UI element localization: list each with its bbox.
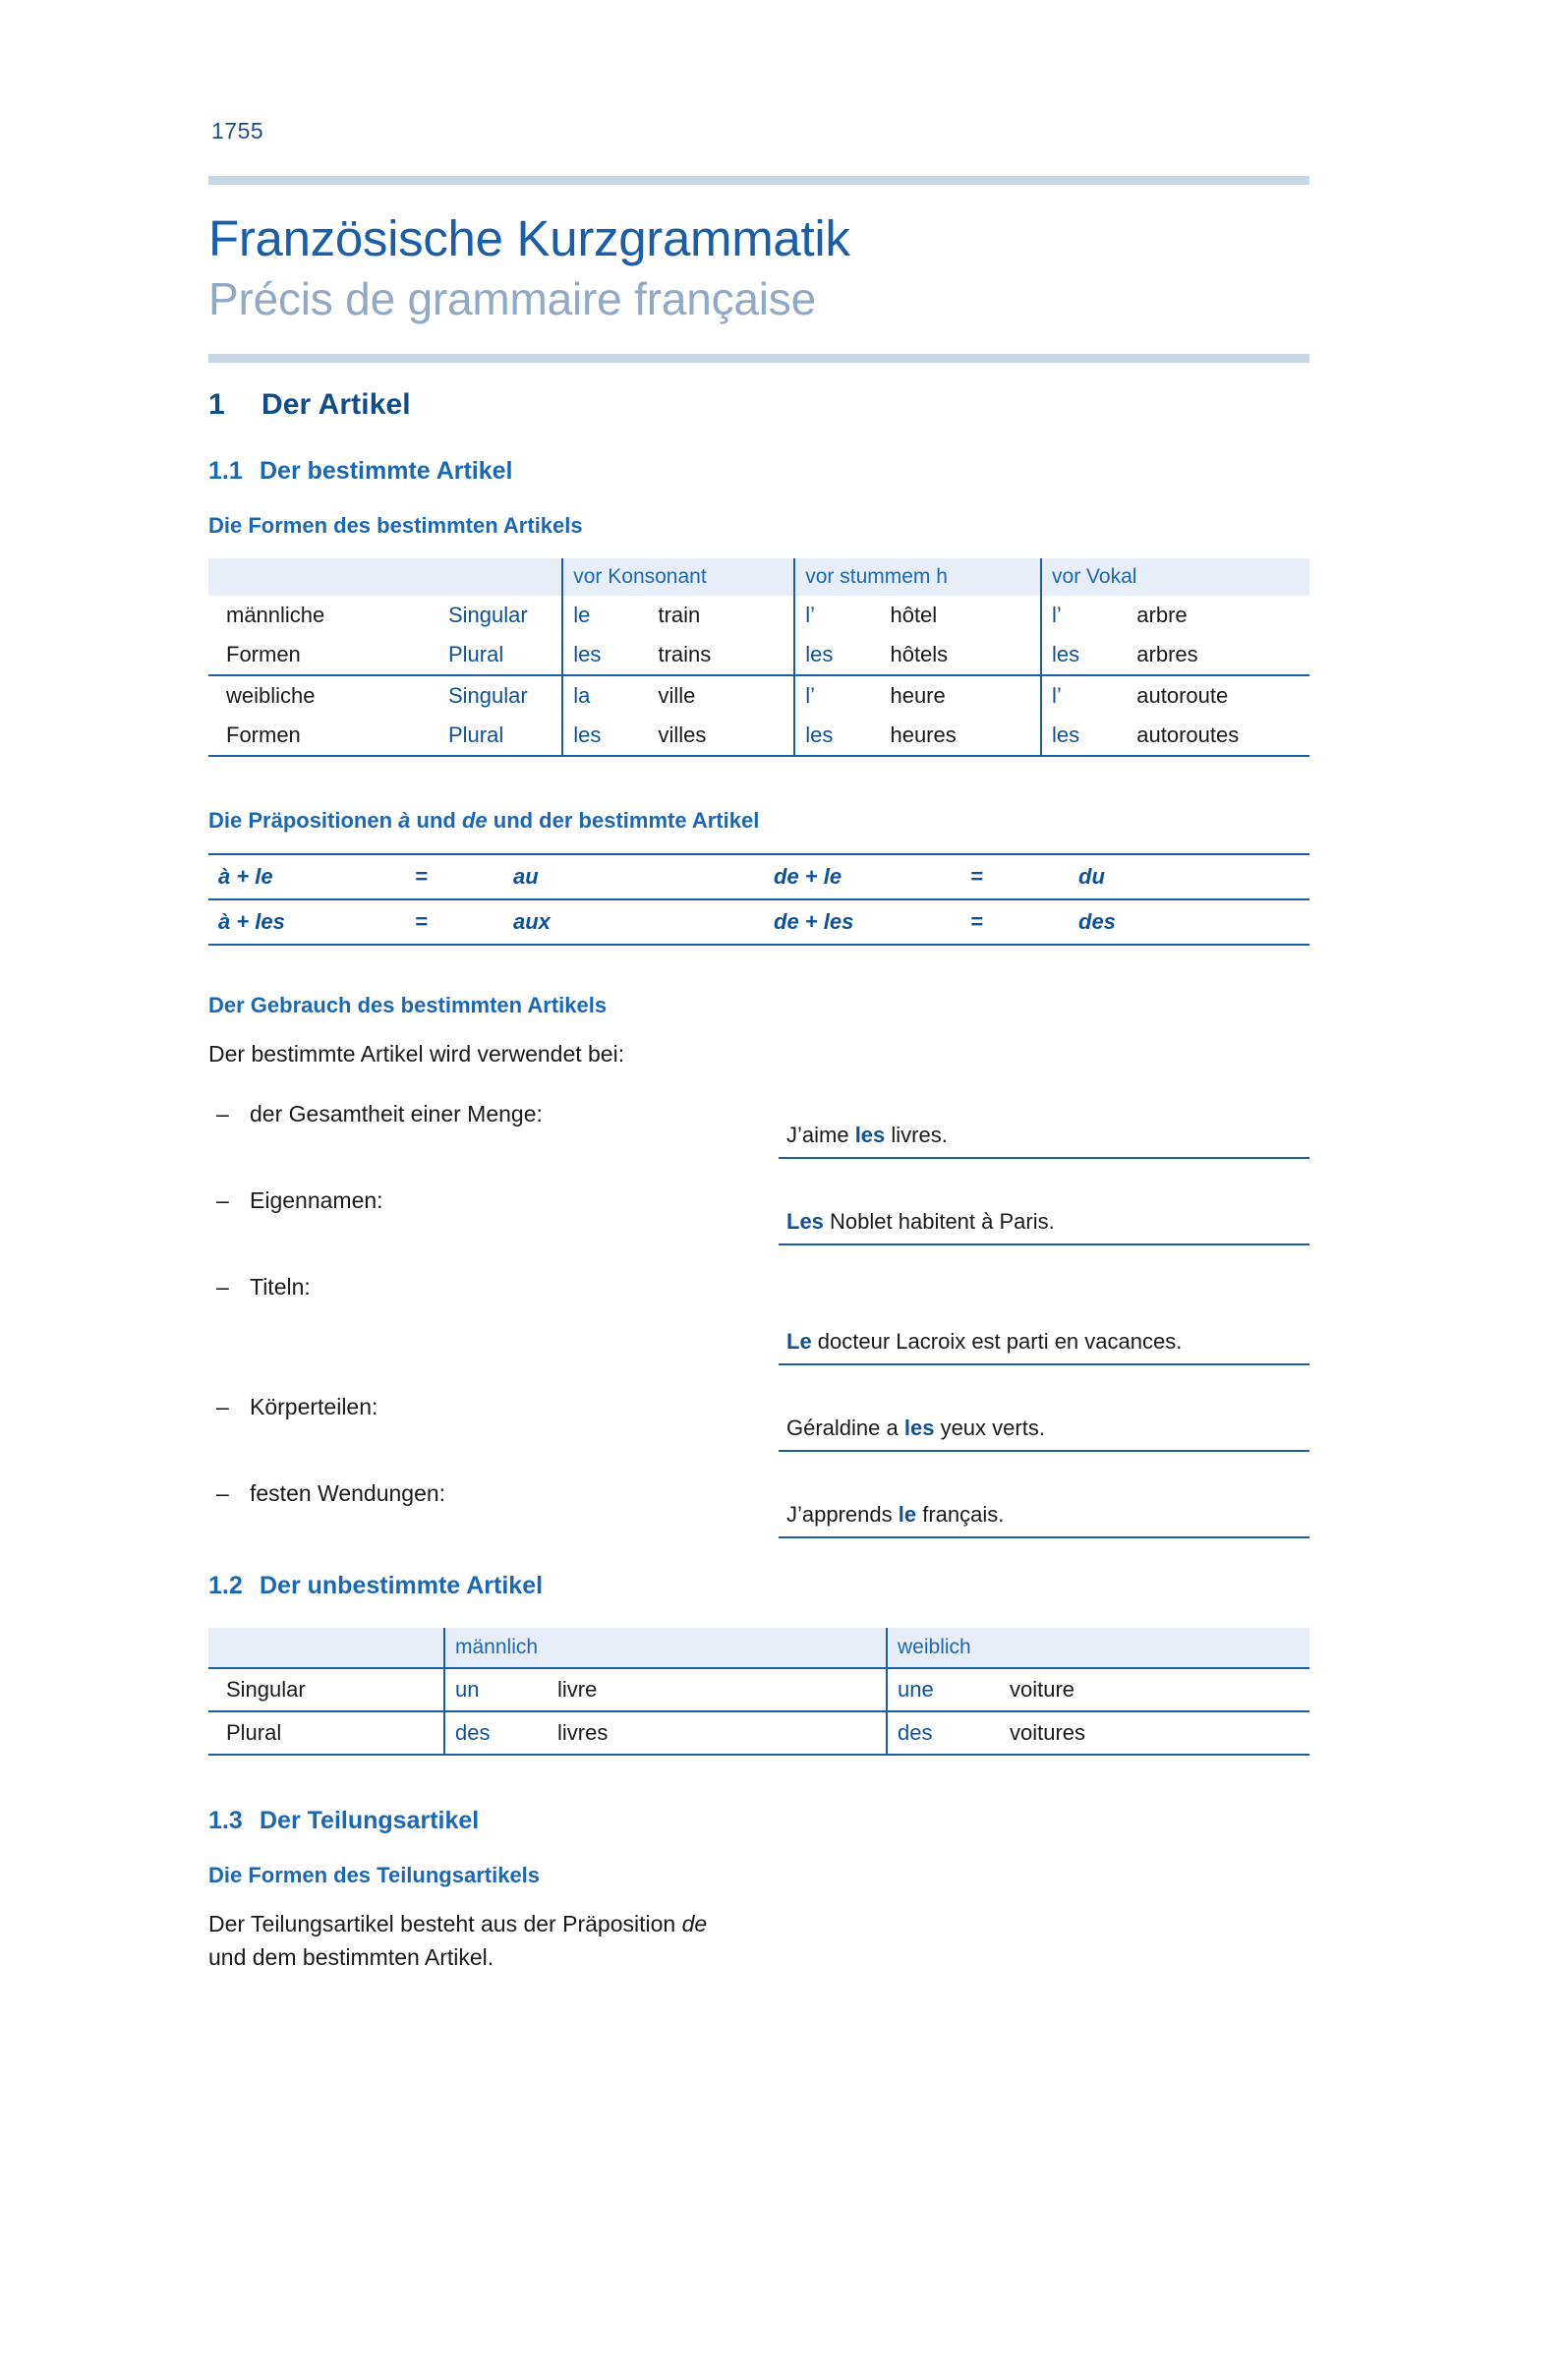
table-row [208,596,1309,635]
document-title-german: Französische Kurzgrammatik [208,210,850,266]
prep-result-1: aux [513,908,551,934]
cell-h-word: hôtels [890,641,949,666]
example-pre: J’apprends [786,1501,899,1527]
table-row [208,854,1309,899]
table-header-row [208,558,1309,596]
cell-h-word: heure [890,682,946,708]
subsection-title-1-2: Der unbestimmte Artikel [260,1572,544,1600]
prep-equals-1: = [415,863,428,889]
cell-m-word: livre [557,1677,598,1703]
cell-f-article: une [887,1668,1000,1711]
cell-vok-word: arbre [1136,602,1188,627]
usage-label: festen Wendungen: [250,1480,446,1507]
cell-kons-word: trains [658,641,712,666]
table-row [208,716,1309,756]
partitive-description [208,1908,720,1974]
prep-heading-de: de [461,807,488,833]
cell-kons-word: villes [658,722,707,747]
section-title-1: Der Artikel [261,387,411,421]
cell-h-article: les [794,635,880,675]
prep-heading-a: à [398,807,411,833]
header-vor-stummem-h: vor stummem h [794,558,1041,596]
cell-kons-article: la [562,675,648,716]
usage-label-block [208,1272,779,1300]
table-row [208,675,1309,716]
cell-kons-article: les [562,635,648,675]
prep-heading-part-3: und der bestimmte Artikel [487,807,760,833]
prep-equals-2: = [970,908,983,934]
indefinite-article-table [208,1628,1309,1756]
page-content [208,118,1309,1974]
usage-label: der Gesamtheit einer Menge: [250,1101,543,1127]
header-maennlich: männlich [444,1628,887,1668]
usage-label-block [208,1392,779,1420]
cell-kons-article: le [562,596,648,635]
heading-usage-definite: Der Gebrauch des bestimmten Artikels [208,992,608,1017]
header-rule-top [208,176,1309,185]
prep-result-2: des [1078,908,1116,934]
subsection-number-1-1: 1.1 [208,456,243,485]
row-number-label: Singular [447,682,528,708]
usage-label-block [208,1478,779,1507]
list-dash: – [216,1480,229,1507]
row-group-label: weibliche [226,682,316,708]
cell-vok-article: l’ [1041,675,1127,716]
prep-result-1: au [513,863,539,889]
heading-definite-forms: Die Formen des bestimmten Artikels [208,512,583,538]
table-row [208,1668,1309,1711]
example-post: docteur Lacroix est parti en vacances. [811,1328,1183,1354]
example-article: Les [786,1208,824,1234]
document-title-french: Précis de grammaire française [208,272,816,324]
table-row [208,899,1309,945]
usage-label: Eigennamen: [250,1187,383,1214]
cell-h-article: les [794,716,880,756]
example-post: yeux verts. [934,1415,1045,1440]
usage-label: Titeln: [250,1274,311,1300]
section-heading-1 [208,388,1309,422]
cell-vok-word: arbres [1136,641,1198,666]
row-group-label: Formen [226,641,301,666]
usage-label: Körperteilen: [250,1394,378,1420]
header-empty-2 [438,558,562,596]
page-number: 1755 [211,118,264,144]
example-pre: Géraldine a [786,1415,904,1440]
usage-example [779,1099,1309,1159]
row-group-label: männliche [226,602,325,627]
table-header-row [208,1628,1309,1668]
subsection-title-1-3: Der Teilungsartikel [260,1807,480,1835]
prep-left: à + les [218,908,285,934]
list-dash: – [216,1187,229,1214]
heading-partitive-forms: Die Formen des Teilungsartikels [208,1863,541,1888]
prep-result-2: du [1078,863,1105,889]
prep-equals-2: = [970,863,983,889]
usage-item [208,1099,1309,1159]
table-row [208,1711,1309,1755]
usage-label-block [208,1099,779,1127]
cell-f-word: voiture [1010,1677,1075,1703]
subsection-heading-1-3 [208,1807,1309,1835]
row-number-label: Singular [226,1677,306,1703]
list-dash: – [216,1101,229,1127]
list-dash: – [216,1394,229,1420]
heading-prepositions [208,808,1309,834]
usage-item [208,1185,1309,1245]
cell-h-article: l’ [794,675,880,716]
preposition-contraction-table [208,853,1309,946]
cell-kons-word: ville [658,682,696,708]
cell-h-article: l’ [794,596,880,635]
example-article: Le [786,1328,812,1354]
header-empty-1 [208,558,438,596]
usage-item [208,1478,1309,1538]
cell-vok-article: les [1041,716,1127,756]
row-group-label: Formen [226,722,301,747]
subsection-heading-1-2 [208,1572,1309,1600]
cell-h-word: heures [890,722,957,747]
row-number-label: Plural [226,1720,282,1746]
example-post: livres. [885,1122,948,1147]
example-post: Noblet habitent à Paris. [823,1208,1055,1234]
subsection-number-1-3: 1.3 [208,1807,243,1835]
header-weiblich: weiblich [887,1628,1309,1668]
definite-article-table [208,558,1309,757]
prep-equals-1: = [415,908,428,934]
example-post: français. [916,1501,1005,1527]
cell-vok-article: les [1041,635,1127,675]
header-empty [208,1628,444,1668]
partitive-part-2: und dem bestimmten Artikel. [208,1943,494,1970]
prep-right: de + le [774,863,842,889]
example-pre: J’aime [786,1122,855,1147]
prep-heading-part-1: Die Präpositionen [208,807,399,833]
header-vor-konsonant: vor Konsonant [562,558,794,596]
example-article: les [903,1415,935,1440]
cell-m-word: livres [557,1720,609,1746]
cell-vok-word: autoroutes [1136,722,1240,747]
header-vor-vokal: vor Vokal [1041,558,1309,596]
example-article: les [854,1122,886,1147]
cell-f-word: voitures [1010,1720,1086,1746]
prep-left: à + le [218,863,273,889]
list-dash: – [216,1274,229,1300]
usage-example [779,1392,1309,1452]
usage-example [779,1272,1309,1365]
cell-h-word: hôtel [890,602,938,627]
cell-vok-article: l’ [1041,596,1127,635]
usage-example [779,1478,1309,1538]
usage-example [779,1185,1309,1245]
header-rule-bottom [208,354,1309,363]
subsection-number-1-2: 1.2 [208,1572,243,1600]
example-article: le [898,1501,917,1527]
row-number-label: Plural [447,722,504,747]
table-row [208,635,1309,675]
section-number-1: 1 [208,387,225,421]
row-number-label: Plural [447,641,504,666]
cell-kons-word: train [658,602,701,627]
prep-heading-part-2: und [410,807,462,833]
subsection-title-1-1: Der bestimmte Artikel [260,456,513,485]
usage-label-block [208,1185,779,1214]
usage-item [208,1392,1309,1452]
usage-lead-text: Der bestimmte Artikel wird verwendet bei: [208,1040,625,1067]
usage-item [208,1272,1309,1365]
partitive-de: de [681,1911,708,1937]
cell-m-article: des [444,1711,548,1755]
row-number-label: Singular [447,602,528,627]
cell-m-article: un [444,1668,548,1711]
cell-f-article: des [887,1711,1000,1755]
cell-vok-word: autoroute [1136,682,1229,708]
partitive-part-1: Der Teilungsartikel besteht aus der Präposition [208,1911,682,1937]
subsection-heading-1-1 [208,457,1309,486]
prep-right: de + les [774,908,854,934]
cell-kons-article: les [562,716,648,756]
